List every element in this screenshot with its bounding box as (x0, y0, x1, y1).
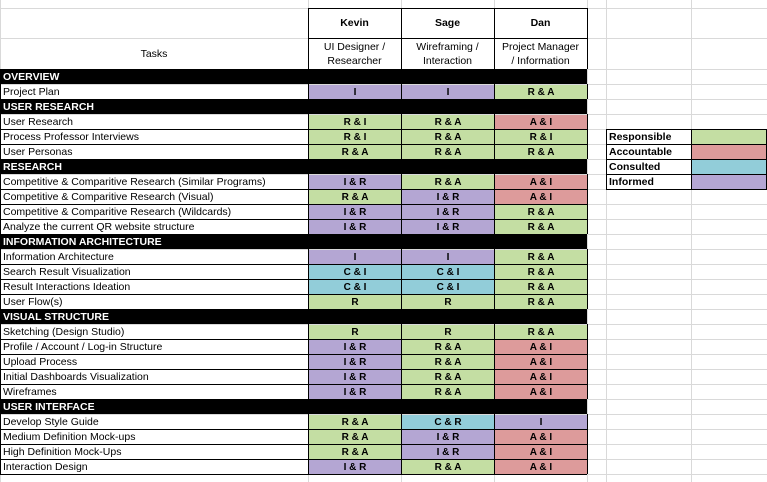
legend-label: Informed (609, 175, 654, 188)
raci-cell[interactable]: A & I (495, 115, 587, 129)
cell-border (308, 114, 309, 129)
raci-cell[interactable]: I & R (402, 430, 494, 444)
cell-border (308, 129, 309, 144)
task-name[interactable]: Process Professor Interviews (3, 130, 139, 143)
raci-cell[interactable]: I (495, 415, 587, 429)
cell-border (401, 369, 402, 384)
raci-cell[interactable]: R & A (309, 430, 401, 444)
raci-cell[interactable]: I (402, 250, 494, 264)
raci-cell[interactable]: I & R (309, 205, 401, 219)
cell-border (0, 219, 1, 234)
cell-border (401, 264, 402, 279)
gridline-v (587, 0, 588, 482)
raci-cell[interactable]: I (309, 250, 401, 264)
raci-cell[interactable]: I & R (309, 355, 401, 369)
cell-border (587, 429, 588, 444)
cell-border (308, 189, 309, 204)
legend-border (606, 159, 767, 160)
cell-border (401, 174, 402, 189)
cell-border (401, 384, 402, 399)
raci-cell[interactable]: R & A (495, 250, 587, 264)
raci-cell[interactable]: R & A (309, 190, 401, 204)
raci-cell[interactable]: I & R (309, 370, 401, 384)
cell-border (494, 294, 495, 309)
legend-swatch (692, 130, 767, 144)
cell-border (587, 444, 588, 459)
raci-cell[interactable]: R & A (402, 130, 494, 144)
role-line: Interaction (422, 54, 473, 67)
person-name: Kevin (340, 17, 369, 29)
cell-border (587, 189, 588, 204)
raci-cell[interactable]: R & A (309, 145, 401, 159)
cell-border (308, 174, 309, 189)
task-name[interactable]: Competitive & Comparitive Research (Wildcards) (3, 205, 232, 218)
raci-cell[interactable]: A & I (495, 385, 587, 399)
cell-border (0, 354, 1, 369)
raci-cell[interactable]: C & I (402, 265, 494, 279)
task-name[interactable]: Analyze the current QR website structure (3, 220, 195, 233)
raci-cell[interactable]: R & A (309, 445, 401, 459)
cell-border (308, 279, 309, 294)
legend-border (606, 129, 767, 130)
cell-border (587, 219, 588, 234)
cell-border (587, 384, 588, 399)
cell-border (0, 204, 1, 219)
cell-border (308, 339, 309, 354)
raci-cell[interactable]: A & I (495, 460, 587, 474)
cell-border (401, 144, 402, 159)
legend-swatch (692, 145, 767, 159)
cell-border (587, 174, 588, 189)
person-border (308, 38, 401, 39)
section-header: USER RESEARCH (0, 99, 587, 114)
cell-border (587, 204, 588, 219)
cell-border (494, 459, 495, 474)
task-name[interactable]: Initial Dashboards Visualization (3, 370, 149, 383)
raci-cell[interactable]: I (309, 85, 401, 99)
role-line: Project Manager (501, 40, 580, 53)
section-header: INFORMATION ARCHITECTURE (0, 234, 587, 249)
raci-cell[interactable]: I & R (402, 220, 494, 234)
cell-border (587, 459, 588, 474)
cell-border (587, 279, 588, 294)
cell-border (401, 204, 402, 219)
cell-border (401, 189, 402, 204)
role-line: Researcher (327, 54, 382, 67)
raci-cell[interactable]: I & R (309, 340, 401, 354)
task-name[interactable]: Interaction Design (3, 460, 88, 473)
legend-label: Consulted (609, 160, 661, 173)
cell-border (401, 414, 402, 429)
cell-border (308, 444, 309, 459)
cell-border (0, 459, 1, 474)
person-border (308, 8, 309, 69)
raci-cell[interactable]: I & R (309, 385, 401, 399)
raci-cell[interactable]: C & I (309, 265, 401, 279)
task-name[interactable]: Sketching (Design Studio) (3, 325, 125, 338)
cell-border (587, 324, 588, 339)
raci-cell[interactable]: R & A (495, 265, 587, 279)
raci-cell[interactable]: C & I (402, 280, 494, 294)
raci-cell[interactable]: I & R (402, 205, 494, 219)
cell-border (401, 279, 402, 294)
legend-border (606, 129, 607, 189)
cell-border (401, 459, 402, 474)
raci-cell[interactable]: C & I (309, 280, 401, 294)
cell-border (587, 84, 588, 99)
person-role (308, 38, 401, 69)
cell-border (401, 249, 402, 264)
person-border (401, 8, 494, 9)
cell-border (0, 414, 1, 429)
raci-cell[interactable]: A & I (495, 445, 587, 459)
role-line: Wireframing / (416, 40, 479, 53)
raci-cell[interactable]: R & A (402, 115, 494, 129)
legend-label: Responsible (609, 130, 672, 143)
raci-cell[interactable]: I & R (309, 460, 401, 474)
cell-border (308, 414, 309, 429)
raci-cell[interactable]: R & A (495, 280, 587, 294)
role-line: / Information (511, 54, 570, 67)
tasks-header: Tasks (140, 47, 168, 60)
raci-cell[interactable]: I (402, 85, 494, 99)
task-name[interactable]: Competitive & Comparitive Research (Similar Programs) (3, 175, 266, 188)
task-name[interactable]: User Research (3, 115, 74, 128)
raci-cell[interactable]: R & A (402, 175, 494, 189)
legend-border (606, 189, 767, 190)
cell-border (308, 324, 309, 339)
person-border (494, 8, 495, 69)
task-name[interactable]: High Definition Mock-Ups (3, 445, 122, 458)
cell-border (308, 369, 309, 384)
task-name[interactable]: Wireframes (3, 385, 57, 398)
cell-border (0, 144, 1, 159)
raci-cell[interactable]: R & A (402, 355, 494, 369)
cell-border (494, 204, 495, 219)
cell-border (494, 249, 495, 264)
cell-border (0, 129, 1, 144)
cell-border (308, 354, 309, 369)
person-border (401, 8, 402, 69)
cell-border (587, 369, 588, 384)
cell-border (587, 114, 588, 129)
legend-label: Accountable (609, 145, 673, 158)
raci-cell[interactable]: R & A (402, 370, 494, 384)
cell-border (494, 354, 495, 369)
cell-border (587, 129, 588, 144)
cell-border (401, 84, 402, 99)
cell-border (494, 174, 495, 189)
cell-border (401, 339, 402, 354)
cell-border (587, 354, 588, 369)
raci-cell[interactable]: A & I (495, 175, 587, 189)
cell-border (494, 129, 495, 144)
cell-border (494, 339, 495, 354)
raci-cell[interactable]: R & A (495, 220, 587, 234)
section-header: VISUAL STRUCTURE (0, 309, 587, 324)
legend-border (606, 144, 767, 145)
cell-border (494, 369, 495, 384)
task-name[interactable]: Profile / Account / Log-in Structure (3, 340, 163, 353)
raci-cell[interactable]: R & A (309, 415, 401, 429)
cell-border (401, 219, 402, 234)
raci-cell[interactable]: R & I (309, 115, 401, 129)
cell-border (494, 414, 495, 429)
cell-border (494, 144, 495, 159)
raci-cell[interactable]: A & I (495, 430, 587, 444)
cell-border (308, 294, 309, 309)
cell-border (494, 84, 495, 99)
person-border (401, 38, 494, 39)
cell-border (494, 324, 495, 339)
cell-border (0, 339, 1, 354)
raci-cell[interactable]: R & I (495, 130, 587, 144)
raci-cell[interactable]: I & R (402, 190, 494, 204)
cell-border (587, 264, 588, 279)
person-name: Sage (434, 17, 461, 29)
raci-cell[interactable]: R (309, 325, 401, 339)
raci-cell[interactable]: I & R (402, 445, 494, 459)
cell-border (401, 324, 402, 339)
person-role (494, 38, 587, 69)
cell-border (308, 264, 309, 279)
cell-border (587, 414, 588, 429)
cell-border (0, 249, 1, 264)
raci-cell[interactable]: I & R (309, 175, 401, 189)
raci-cell[interactable]: R & A (402, 460, 494, 474)
cell-border (587, 249, 588, 264)
raci-cell[interactable]: C & R (402, 415, 494, 429)
task-name[interactable]: Search Result Visualization (3, 265, 131, 278)
raci-cell[interactable]: A & I (495, 355, 587, 369)
task-name[interactable]: Upload Process (3, 355, 78, 368)
cell-border (0, 324, 1, 339)
legend-border (691, 129, 692, 189)
cell-border (0, 369, 1, 384)
row-border (0, 474, 587, 475)
cell-border (494, 189, 495, 204)
cell-border (401, 444, 402, 459)
cell-border (401, 114, 402, 129)
raci-cell[interactable]: R & A (495, 205, 587, 219)
cell-border (494, 114, 495, 129)
cell-border (401, 354, 402, 369)
cell-border (0, 444, 1, 459)
gridline-v (691, 0, 692, 482)
person-border (494, 8, 587, 9)
cell-border (494, 264, 495, 279)
raci-cell[interactable]: A & I (495, 190, 587, 204)
cell-border (494, 279, 495, 294)
person-border (587, 8, 588, 69)
cell-border (587, 144, 588, 159)
cell-border (587, 339, 588, 354)
cell-border (0, 294, 1, 309)
cell-border (494, 444, 495, 459)
cell-border (308, 384, 309, 399)
cell-border (308, 219, 309, 234)
person-border (494, 38, 587, 39)
cell-border (308, 249, 309, 264)
cell-border (0, 189, 1, 204)
person-border (308, 8, 401, 9)
task-name[interactable]: Information Architecture (3, 250, 114, 263)
raci-cell[interactable]: R (402, 325, 494, 339)
raci-cell[interactable]: R & A (402, 340, 494, 354)
person-name: Dan (530, 17, 551, 29)
raci-cell[interactable]: R (309, 295, 401, 309)
cell-border (0, 264, 1, 279)
raci-cell[interactable]: I & R (309, 220, 401, 234)
cell-border (0, 279, 1, 294)
cell-border (0, 429, 1, 444)
task-name[interactable]: User Personas (3, 145, 73, 158)
cell-border (587, 294, 588, 309)
raci-cell[interactable]: R & A (495, 85, 587, 99)
cell-border (308, 459, 309, 474)
task-name[interactable]: Project Plan (3, 85, 60, 98)
role-line: UI Designer / (323, 40, 386, 53)
section-header: USER INTERFACE (0, 399, 587, 414)
raci-cell[interactable]: A & I (495, 340, 587, 354)
task-name[interactable]: Medium Definition Mock-ups (3, 430, 136, 443)
section-header: RESEARCH (0, 159, 587, 174)
cell-border (0, 84, 1, 99)
cell-border (494, 219, 495, 234)
raci-cell[interactable]: R & A (402, 385, 494, 399)
task-name[interactable]: Result Interactions Ideation (3, 280, 131, 293)
raci-cell[interactable]: A & I (495, 370, 587, 384)
raci-cell[interactable]: R & A (495, 295, 587, 309)
cell-border (0, 384, 1, 399)
task-name[interactable]: Competitive & Comparitive Research (Visual) (3, 190, 214, 203)
task-name[interactable]: User Flow(s) (3, 295, 63, 308)
raci-cell[interactable]: R & A (402, 145, 494, 159)
section-header: OVERVIEW (0, 69, 587, 84)
legend-swatch (692, 175, 767, 189)
cell-border (308, 204, 309, 219)
cell-border (401, 129, 402, 144)
cell-border (308, 84, 309, 99)
raci-cell[interactable]: R & A (495, 325, 587, 339)
raci-cell[interactable]: R & I (309, 130, 401, 144)
cell-border (0, 114, 1, 129)
legend-swatch (692, 160, 767, 174)
cell-border (494, 429, 495, 444)
cell-border (0, 174, 1, 189)
cell-border (308, 429, 309, 444)
gridline-v (606, 0, 607, 482)
task-name[interactable]: Develop Style Guide (3, 415, 99, 428)
person-role (401, 38, 494, 69)
cell-border (401, 429, 402, 444)
raci-cell[interactable]: R & A (495, 145, 587, 159)
cell-border (401, 294, 402, 309)
legend-border (606, 174, 767, 175)
cell-border (494, 384, 495, 399)
raci-cell[interactable]: R (402, 295, 494, 309)
cell-border (308, 144, 309, 159)
